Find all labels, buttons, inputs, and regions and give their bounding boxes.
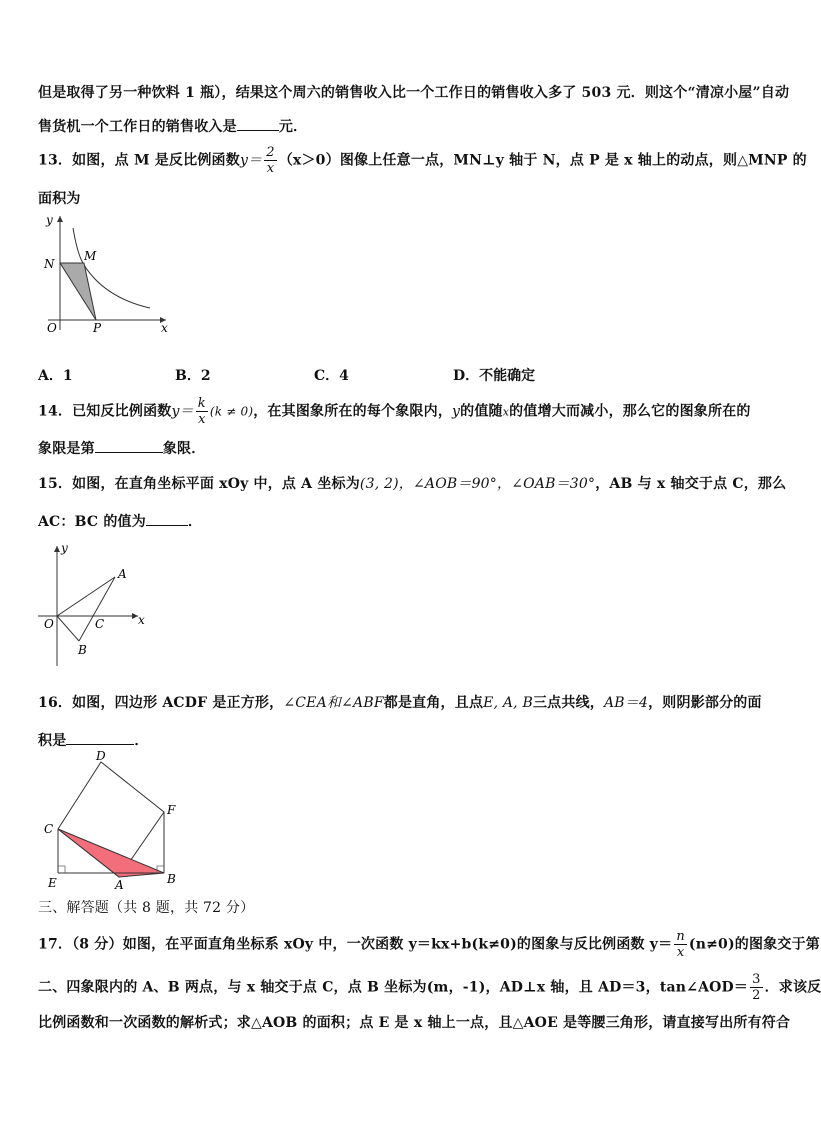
q14-frac-den: x: [198, 412, 206, 427]
q16-ab: AB＝4: [603, 695, 649, 711]
q14-fraction: [196, 396, 208, 427]
q15-line2-end: ．: [187, 514, 203, 530]
q13-label-p: P: [93, 321, 102, 335]
q15-line1: [38, 473, 786, 493]
q14-line1: [38, 396, 751, 427]
q15-label-y: y: [61, 541, 68, 555]
q13-figure: [38, 208, 178, 338]
q13-label-y: y: [46, 213, 53, 227]
q15-segment-ob: [57, 616, 79, 641]
q16-text-b: 都是直角，且点: [383, 695, 484, 711]
answer-blank: [146, 511, 188, 526]
q15-angle-oab: ，∠OAB＝30°: [497, 476, 596, 492]
q12-line1: 但是取得了另一种饮料 1 瓶），结果这个周六的销售收入比一个工作日的销售收入多了 503 元．则这个“清凉小屋”自动: [38, 85, 790, 101]
q15-segment-ab: [79, 577, 115, 641]
q13-text-a: 13．如图，点 M 是反比例函数: [38, 152, 240, 169]
q17-frac-num: n: [676, 929, 685, 944]
q13-label-x: x: [161, 321, 168, 335]
q13-line2: 面积为: [38, 191, 81, 207]
q16-label-e: E: [48, 876, 57, 890]
q15-text-a: 15．如图，在直角坐标平面 xOy 中，点 A 坐标为: [38, 476, 360, 492]
q13-label-n: N: [44, 257, 55, 271]
q17-text-a: 17．（8 分）如图，在平面直角坐标系 xOy 中，一次函数 y＝kx+b(k≠0)的图象与反比例函数 y＝: [38, 936, 673, 953]
q15-line2: [38, 511, 202, 531]
q13-option-d: D．不能确定: [453, 368, 536, 384]
q13-option-a: A．1: [38, 368, 73, 384]
q13-option-c: C．4: [314, 368, 349, 384]
q13-frac-den: x: [266, 161, 275, 176]
q16-label-c: C: [44, 822, 54, 836]
section-3-title: 三、解答题（共 8 题，共 72 分）: [38, 900, 255, 916]
q17-tan-den: 2: [752, 988, 761, 1003]
q14-y-eq: y＝: [171, 403, 194, 420]
q15-figure: [34, 540, 154, 668]
q15-text-b: ，AB 与 x 轴交于点 C，那么: [595, 476, 787, 492]
q16-shaded-region: [58, 829, 164, 877]
q13-label-o: O: [47, 321, 57, 335]
q16-text-c: 三点共线，: [532, 695, 604, 711]
q14-text-a: 14．已知反比例函数: [38, 403, 172, 420]
q13-option-b: B．2: [175, 368, 211, 384]
q13-fraction: [264, 145, 276, 176]
q15-label-o: O: [44, 617, 54, 631]
q16-figure: [38, 749, 188, 892]
q13-text-b: （x＞0）图像上任意一点，MN⊥y 轴于 N，点 P 是 x 轴上的动点，则△MNP 的: [278, 152, 807, 169]
q16-label-a: A: [115, 878, 124, 892]
q12-line2-text: 售货机一个工作日的销售收入是: [38, 119, 237, 135]
q13-y-eq: y＝: [239, 152, 263, 169]
q14-line2-text: 象限是第: [38, 441, 95, 457]
q16-label-d: D: [96, 749, 106, 763]
answer-blank: [95, 438, 163, 453]
q17-line2: [38, 972, 821, 1003]
q17-line3: 比例函数和一次函数的解析式；求△AOB 的面积；点 E 是 x 轴上一点，且△AOE 是等腰三角形，请直接写出所有符合: [38, 1015, 791, 1031]
q17-line1: [38, 929, 820, 960]
q17-text-c: 二、四象限内的 A、B 两点，与 x 轴交于点 C，点 B 坐标为(m，-1)，AD⊥x 轴，且 AD＝3，tan∠AOD＝: [38, 979, 749, 996]
q16-text-a: 16．如图，四边形 ACDF 是正方形，: [38, 695, 284, 711]
q14-text-c: 的值随: [460, 403, 503, 420]
q16-points: E, A, B: [483, 695, 533, 711]
q16-angles: ∠CEA和∠ABF: [283, 695, 384, 711]
q15-angle-aob: ，∠AOB＝90°: [398, 476, 497, 492]
q17-text-d: ．求该反: [764, 979, 821, 996]
q14-frac-num: k: [197, 396, 206, 411]
q16-line2-text: 积是: [38, 733, 67, 749]
q14-text-b: ，在其图象所在的每个象限内，: [253, 403, 453, 420]
q17-frac-den: x: [676, 945, 685, 960]
q12-line2: [38, 116, 307, 136]
q16-line2-end: ．: [134, 733, 149, 749]
q15-label-c: C: [95, 617, 105, 631]
q14-line2-end: 象限．: [162, 441, 206, 457]
q13-frac-num: 2: [266, 145, 275, 160]
q14-line2: [38, 438, 205, 458]
q13-label-m: M: [84, 249, 97, 263]
q17-tan-fraction: [750, 972, 762, 1003]
q16-line1: [38, 692, 762, 712]
q17-tan-num: 3: [752, 972, 761, 987]
q15-coord: (3, 2): [359, 476, 399, 492]
q14-var-y: y: [452, 403, 461, 420]
answer-blank: [66, 730, 134, 745]
q16-label-f: F: [167, 803, 176, 817]
q16-text-d: ，则阴影部分的面: [648, 695, 762, 711]
q14-condition: (k ≠ 0): [209, 404, 254, 419]
q13-triangle-mnp: [60, 263, 96, 320]
q15-label-x: x: [138, 613, 145, 627]
answer-blank: [237, 116, 279, 131]
q15-line2-text: AC：BC 的值为: [38, 514, 146, 530]
q16-line2: [38, 730, 149, 750]
q15-segment-oa: [57, 577, 115, 616]
q15-label-a: A: [118, 567, 127, 581]
q14-text-d: 的值增大而减小，那么它的图象所在的: [509, 403, 751, 420]
q16-label-b: B: [167, 872, 176, 886]
q12-line2-end: 元．: [278, 119, 308, 135]
q15-label-b: B: [78, 643, 87, 657]
q14-var-x: x: [502, 405, 510, 419]
q16-right-angle-e: [58, 866, 65, 873]
q17-fraction: [674, 929, 687, 960]
q13-line1: [38, 145, 807, 176]
q17-text-b: (n≠0)的图象交于第: [688, 936, 821, 953]
